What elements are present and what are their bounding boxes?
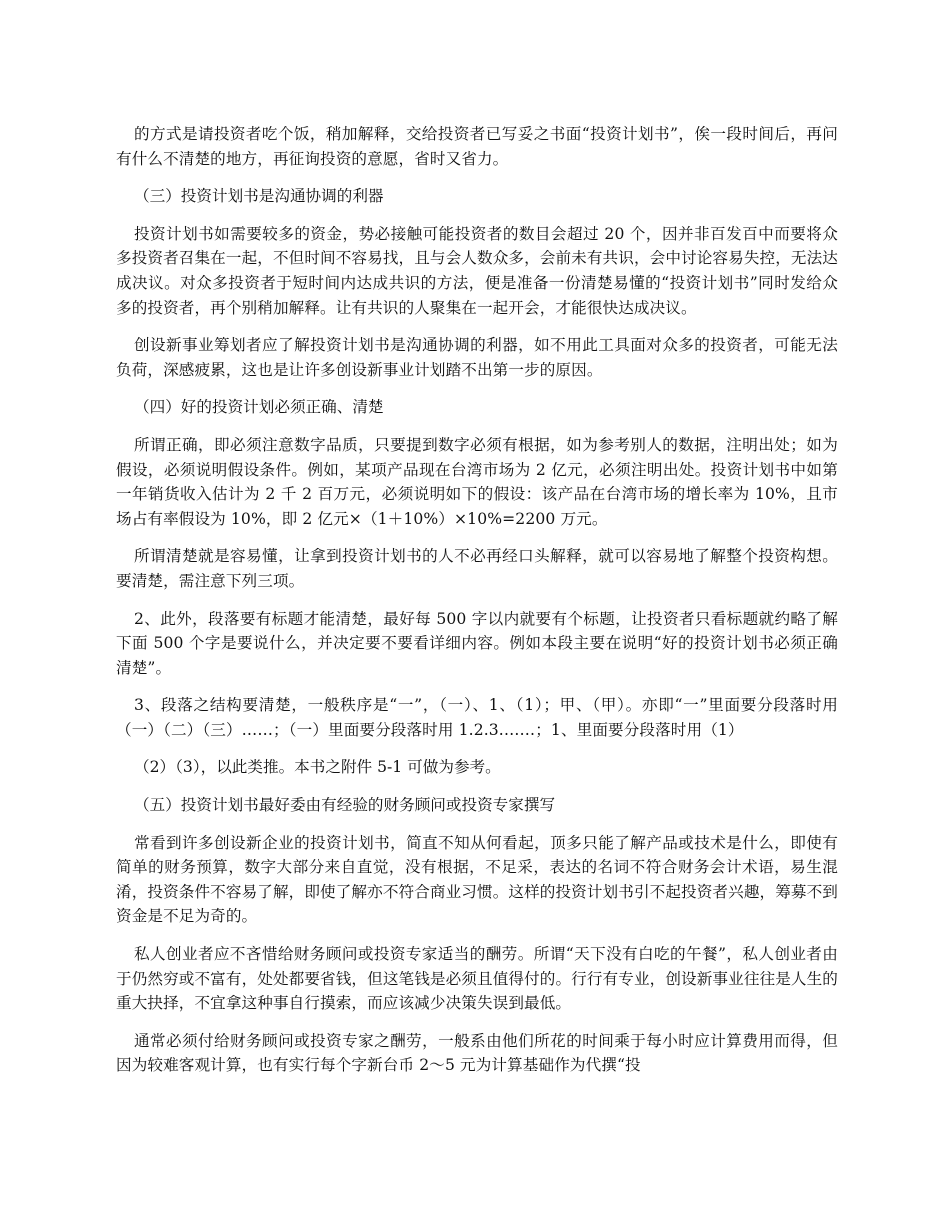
paragraph-9: 常看到许多创设新企业的投资计划书，简直不知从何看起，顶多只能了解产品或技术是什么，即使有简单的财务预算，数字大部分来自直觉，没有根据，不足采，表达的名词不符合财务会计术语，易生混淆，投资条件不容易了解，即使了解亦不符合商业习惯。这样的投资计划书引不起投资者兴趣，筹募不到资金是不足为奇的。 (116, 833, 838, 926)
paragraph-6: 2、此外，段落要有标题才能清楚，最好每 500 字以内就要有个标题，让投资者只看标题就约略了解下面 500 个字是要说什么，并决定要不要看详细内容。例如本段主要在说明“好的投资计划书必须正确清楚”。 (116, 609, 838, 677)
paragraph-8: （2）（3），以此类推。本书之附件 5-1 可做为参考。 (134, 758, 501, 777)
section-heading-5: （五）投资计划书最好委由有经验的财务顾问或投资专家撰写 (134, 796, 556, 815)
paragraph-3: 创设新事业筹划者应了解投资计划书是沟通协调的利器，如不用此工具面对众多的投资者，可能无法负荷，深感疲累，这也是让许多创设新事业计划踏不出第一步的原因。 (116, 336, 838, 379)
paragraph-11: 通常必须付给财务顾问或投资专家之酬劳，一般系由他们所花的时间乘于每小时应计算费用而得，但因为较难客观计算，也有实行每个字新台币 2～5 元为计算基础作为代撰“投 (116, 1031, 838, 1075)
paragraph-4: 所谓正确，即必须注意数字品质，只要提到数字必须有根据，如为参考别人的数据，注明出处；如为假设，必须说明假设条件。例如，某项产品现在台湾市场为 2 亿元，必须注明出处。投资计划书中如第一年销货收入估计为 2 千 2 百万元，必须说明如下的假设：该产品在台湾市场的增长率为 10%，且市场占有率假设为 10%，即 2 亿元×（1＋10%）×10%=2200 万元。 (116, 435, 838, 528)
section-heading-3: （三）投资计划书是沟通协调的利器 (134, 187, 384, 206)
paragraph-1: 的方式是请投资者吃个饭，稍加解释，交给投资者已写妥之书面“投资计划书”，俟一段时间后，再问有什么不清楚的地方，再征询投资的意愿，省时又省力。 (116, 125, 838, 168)
paragraph-2: 投资计划书如需要较多的资金，势必接触可能投资者的数目会超过 20 个，因并非百发百中而要将众多投资者召集在一起，不但时间不容易找，且与会人数众多，会前未有共识，会中讨论容易失控，无法达成决议。对众多投资者于短时间内达成共识的方法，便是准备一份清楚易懂的“投资计划书”同时发给众多的投资者，再个别稍加解释。让有共识的人聚集在一起开会，才能很快达成决议。 (116, 224, 838, 317)
paragraph-10: 私人创业者应不吝惜给财务顾问或投资专家适当的酬劳。所谓“天下没有白吃的午餐”，私人创业者由于仍然穷或不富有，处处都要省钱，但这笔钱是必须且值得付的。行行有专业，创设新事业往往是人生的重大抉择，不宜拿这种事自行摸索，而应该减少决策失误到最低。 (116, 945, 838, 1013)
section-heading-4: （四）好的投资计划必须正确、清楚 (134, 398, 384, 417)
paragraph-5: 所谓清楚就是容易懂，让拿到投资计划书的人不必再经口头解释，就可以容易地了解整个投资构想。要清楚，需注意下列三项。 (116, 547, 838, 590)
paragraph-7: 3、段落之结构要清楚，一般秩序是“一”，（一）、1、（1）；甲、（甲）。亦即“一”里面要分段落时用（一）（二）（三）……；（一）里面要分段落时用 1.2.3.……；1、里面要分段落时用（1） (116, 696, 838, 739)
